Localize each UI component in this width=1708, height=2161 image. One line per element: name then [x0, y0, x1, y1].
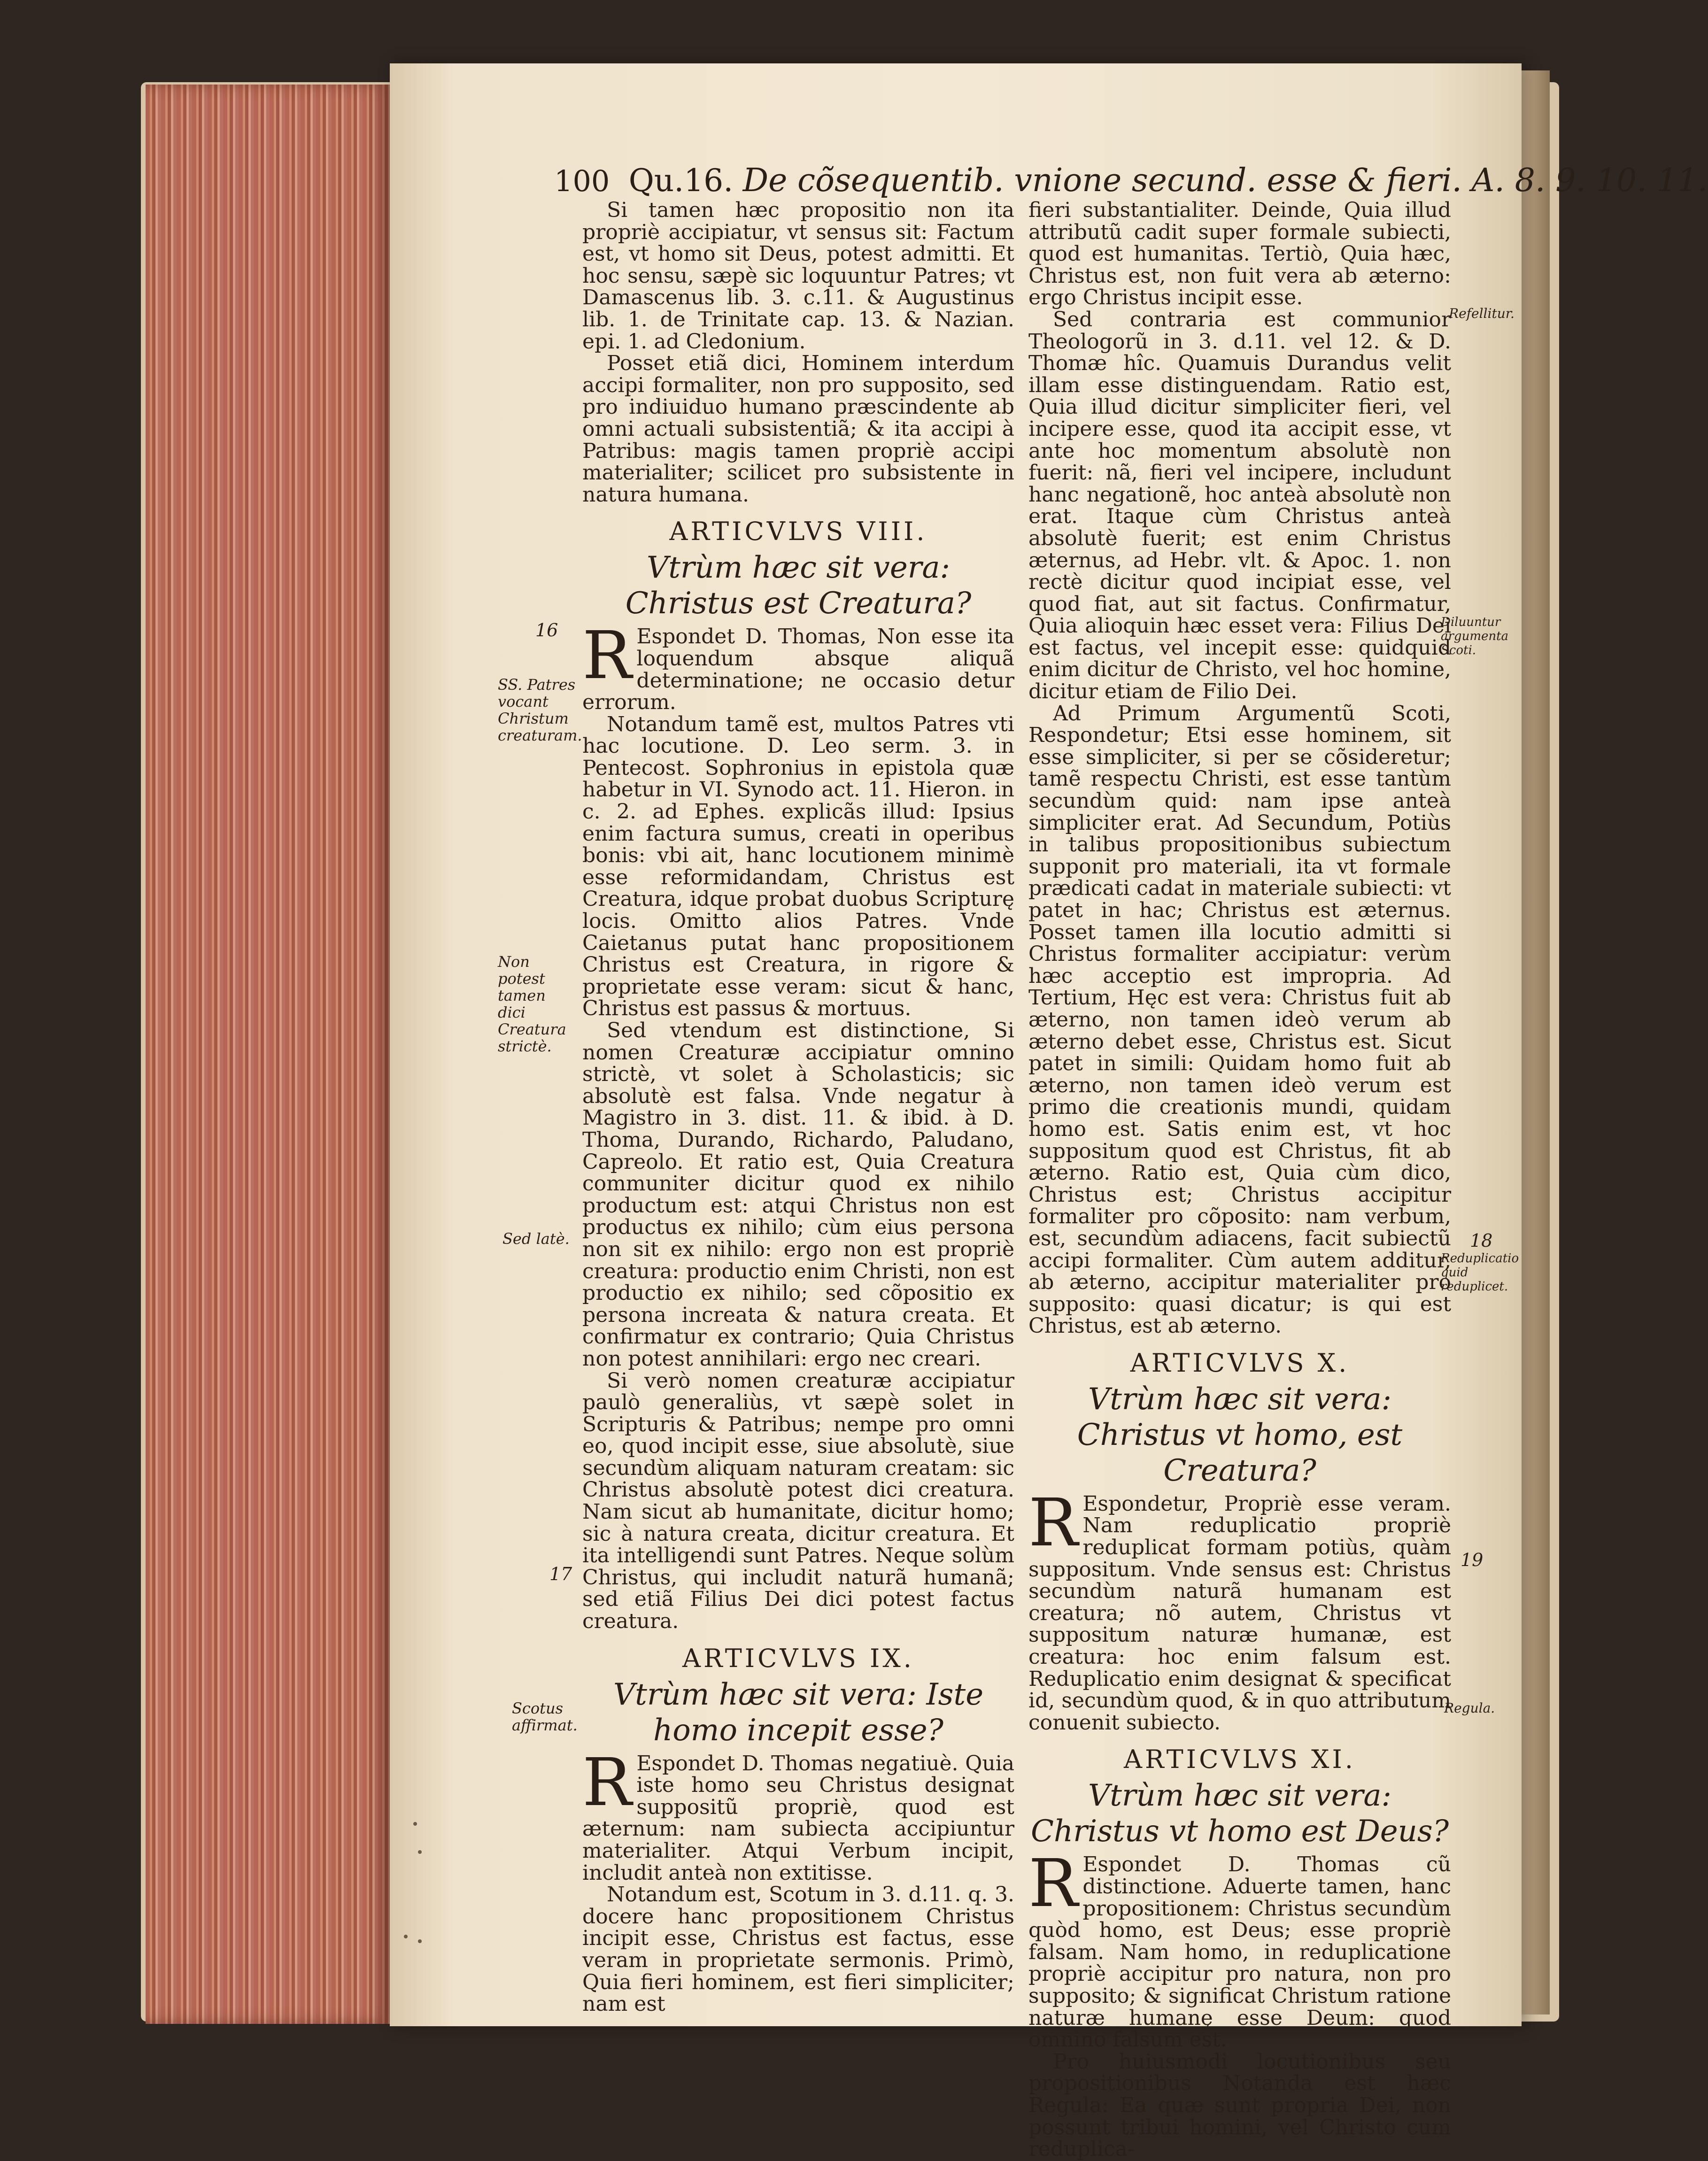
article-10-question: Vtrùm hæc sit vera: Christus vt homo, est Creatura?: [1077, 1381, 1403, 1488]
paragraph: Si tamen hæc propositio non ita propriè accipiatur, vt sensus sit: Factum est, vt homo sit Deus, potest admitti. Et hoc sensu, sæpè sic loquuntur Patres; vt Damascenus lib. 3. c.11. & Augustinus lib. 1. de Trinitate cap. 13. & Nazian. epi. 1. ad Cledonium.: [582, 198, 1014, 354]
facing-page-edge: [1522, 70, 1550, 2014]
paragraph-text: Espondet D. Thomas, Non esse ita loquendum absque aliquã determinatione; ne occasio detur errorum.: [582, 625, 1014, 715]
paragraph: [1028, 1484, 1451, 1735]
paragraph-text: Espondet D. Thomas cũ distinctione. Aduerte tamen, hanc propositionem: Christus secundùm quòd homo, est Deus; esse propriè falsam. Nam homo, in reduplicatione propriè accipitur pro natura, non pro supposito; & significat Christum ratione naturæ humanę esse Deum: quod omnino falsum est.: [1028, 1852, 1451, 2052]
article-10-title: ARTICVLVS X.: [1130, 1348, 1350, 1378]
article-8-question: Vtrùm hæc sit vera: Christus est Creatura?: [625, 550, 972, 621]
drop-cap: R: [582, 1744, 632, 1821]
paragraph-text: Espondet D. Thomas negatiuè. Quia iste homo seu Christus designat suppositũ propriè, quod est æternum: nam subiecta accipiuntur materialiter. Atqui Verbum incipit, includit anteà non extitisse.: [582, 1751, 1014, 1885]
margin-note: Diluuntur argumenta Scoti.: [1441, 615, 1509, 657]
paragraph: fieri substantialiter. Deinde, Quia illud attributũ cadit super formale subiecti, quod est humanitas. Tertiò, Quia hæc, Christus est, non fuit vera ab æterno: ergo Christus incipit esse.: [1028, 198, 1451, 310]
paragraph: Si verò nomen creaturæ accipiatur paulò generaliùs, vt sæpè solet in Scripturis & Patribus; nempe pro omni eo, quod incipit esse, siue absolutè, siue secundùm aliquam naturam creatam: sic Christus absolutè potest dici creatura. Nam sicut ab humanitate, dicitur homo; sic à natura creata, dicitur creatura. Et ita intelligendi sunt Patres. Neque solùm Christus, qui includit naturã humanã; sed etiã Filius Dei dici potest factus creatura.: [582, 1368, 1014, 1634]
book-fore-edge: [146, 85, 390, 2024]
paragraph: [582, 617, 1014, 715]
right-column: [1028, 200, 1451, 2161]
article-9-question: Vtrùm hæc sit vera: Iste homo incepit esse?: [613, 1677, 984, 1748]
paragraph: [582, 1744, 1014, 1885]
margin-note: SS. Patres vocant Christum creaturam.: [498, 676, 582, 744]
paragraph: Pro huiusmodi locutionibus seu propositionibus Notanda est hæc Regula: Ea quæ sunt propria Dei, non possunt tribui homini, vel Christo cum reduplica-: [1028, 2049, 1451, 2161]
drop-cap: R: [1028, 1484, 1078, 1561]
drop-cap: R: [1028, 1845, 1078, 1922]
margin-number: 16: [535, 620, 558, 641]
paragraph: Notandum tamẽ est, multos Patres vti hac locutione. D. Leo serm. 3. in Pentecost. Sophronius in epistola quæ habetur in VI. Synodo act. 11. Hieron. in c. 2. ad Ephes. explicãs illud: Ipsius enim factura sumus, creati in operibus bonis: vbi ait, hanc locutionem minimè esse reformidandam, Christus est Creatura, idque probat duobus Scripturę locis. Omitto alios Patres. Vnde Caietanus putat hanc propositionem Christus est Creatura, in rigore & proprietate esse veram: sicut & hanc, Christus est passus & mortuus.: [582, 712, 1014, 1021]
paragraph-text: Espondetur, Propriè esse veram. Nam reduplicatio propriè reduplicat formam potiùs, quàm suppositum. Vnde sensus est: Christus secundùm naturã humanam est creatura; nõ autem, Christus vt suppositum naturæ humanæ, est creatura: hoc enim falsum est. Reduplicatio enim designat & specificat id, secundùm quod, & in quo attributum conuenit subiecto.: [1028, 1491, 1451, 1735]
paragraph: Sed vtendum est distinctione, Si nomen Creaturæ accipiatur omnino strictè, vt solet à Scholasticis; sic absolutè est falsa. Vnde negatur à Magistro in 3. dist. 11. & ibid. à D. Thoma, Durando, Richardo, Paludano, Capreolo. Et ratio est, Quia Creatura communiter dicitur quod ex nihilo productum est: atqui Christus non est productus ex nihilo; cùm eius persona non sit ex nihilo: ergo non est propriè creatura: productio enim Christi, non est productio ex nihilo; sed cõpositio ex persona increata & natura creata. Et confirmatur ex contrario; Quia Christus non potest annihilari: ergo nec creari.: [582, 1019, 1014, 1371]
article-8-title: ARTICVLVS VIII.: [669, 517, 927, 547]
margin-note: Scotus affirmat.: [512, 1699, 578, 1734]
left-column: [582, 200, 1014, 2015]
margin-note: Regula.: [1444, 1700, 1495, 1716]
page-number: 100: [554, 164, 610, 198]
paragraph: Ad Primum Argumentũ Scoti, Respondetur; Etsi esse hominem, sit esse simpliciter, si per se cõsideretur; tamẽ respectu Christi, est esse tantùm secundùm quid: nam ipse anteà simpliciter erat. Ad Secundum, Potiùs in talibus propositionibus subiectum supponit pro materiali, ita vt formale prædicati cadat in materiale subiecti: vt patet in hac; Christus est æternus. Posset tamen illa locutio admitti si Christus formaliter accipiatur: verùm hæc acceptio est impropria. Ad Tertium, Hęc est vera: Christus fuit ab æterno, non tamen ideò verum ab æterno debet esse, Christus est. Sicut patet in simili: Quidam homo fuit ab æterno, non tamen ideò verum est primo die creationis mundi, quidam homo est. Satis enim est, vt hoc suppositum quod est Christus, fit ab æterno. Ratio est, Quia cùm dico, Christus est; Christus accipitur formaliter pro cõposito: nam verbum, est, secundùm adiacens, facit subiectũ accipi formaliter. Cùm autem additur, ab æterno, accipitur materialiter pro supposito: quasi dicatur; is qui est Christus, est ab æterno.: [1028, 701, 1451, 1338]
margin-number: 19: [1461, 1550, 1484, 1570]
margin-number: 18: [1470, 1230, 1493, 1251]
article-11-title: ARTICVLVS XI.: [1124, 1744, 1356, 1775]
pin-hole: [404, 1935, 408, 1938]
header-articles: A. 8. 9. 10. 11.: [1471, 162, 1708, 199]
margin-note: Reduplicatio quid reduplicet.: [1441, 1251, 1519, 1294]
article-9-title: ARTICVLVS IX.: [682, 1643, 914, 1673]
drop-cap: R: [582, 617, 632, 695]
paragraph: Sed contraria est communior Theologorũ in 3. d.11. vel 12. & D. Thomæ hîc. Quamuis Durandus velit illam esse distinguendam. Ratio est, Quia illud dicitur simpliciter fieri, vel incipere esse, quod ita accipit esse, vt ante hoc momentum absolutè non fuerit: nã, fieri vel incipere, includunt hanc negationẽ, hoc anteà absolutè non erat. Itaque cùm Christus anteà absolutè fuerit; est enim Christus æternus, ad Hebr. vlt. & Apoc. 1. non rectè dicitur quod incipiat esse, vel quod fiat, aut sit factus. Confirmatur, Quia alioquin hæc esset vera: Filius Dei est factus, vel incepit esse: quidquid enim dicitur de Christo, vel hoc homine, dicitur etiam de Filio Dei.: [1028, 307, 1451, 704]
paragraph: Posset etiã dici, Hominem interdum accipi formaliter, non pro supposito, sed pro indiuiduo humano præscindente ab omni actuali subsistentiã; & ita accipi à Patribus: magis tamen propriè accipi materialiter; scilicet pro subsistente in natura humana.: [582, 351, 1014, 507]
margin-number: 17: [549, 1564, 572, 1584]
header-title: De cõsequentib. vnione secund. esse & fieri.: [742, 162, 1462, 199]
article-11-question: Vtrùm hæc sit vera: Christus vt homo est Deus?: [1030, 1778, 1449, 1849]
paragraph: Notandum est, Scotum in 3. d.11. q. 3. docere hanc propositionem Christus incipit esse, Christus est factus, esse veram in proprietate sermonis. Primò, Quia fieri hominem, est fieri simpliciter; nam est: [582, 1883, 1014, 2016]
question-number: Qu.16.: [628, 162, 734, 199]
paragraph: [1028, 1845, 1451, 2052]
pin-hole: [413, 1822, 417, 1826]
margin-note: Refellitur.: [1449, 306, 1515, 321]
margin-note: Sed latè.: [502, 1230, 570, 1248]
pin-hole: [418, 1939, 422, 1943]
pin-hole: [418, 1850, 422, 1854]
margin-note: Non potest tamen dici Creatura strictè.: [498, 953, 566, 1055]
